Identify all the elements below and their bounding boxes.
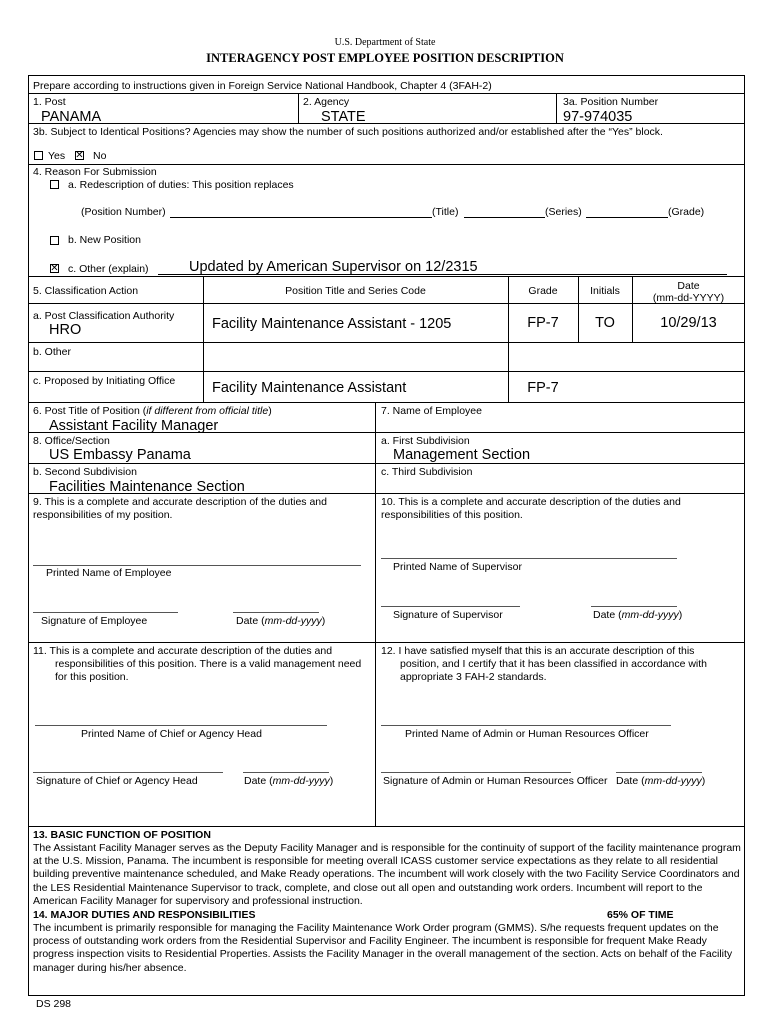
title-line[interactable] [464, 217, 545, 218]
chief-printed-name-line[interactable] [35, 725, 327, 726]
supervisor-printed-name-label: Printed Name of Supervisor [393, 561, 522, 573]
major-duties-heading: 14. MAJOR DUTIES AND RESPONSIBILITIES [33, 909, 256, 921]
other-explain-line [158, 274, 727, 275]
col-divider [298, 93, 299, 123]
form-title: INTERAGENCY POST EMPLOYEE POSITION DESCRIPTION [206, 51, 564, 65]
major-duties-text: The incumbent is primarily responsible for managing the Facility Maintenance Work Order program (GMMS). S/he requests frequent updates on the process of outstanding work orders from the Residential Supervisor and Facility Engineer. The incumbent is responsible for frequent Make Ready progress inspection visits to Residential Properties. Assists the Facility Manager in the overall management of the section. Acts on behalf of the Facility manager during his/her absence. [33, 922, 733, 974]
chief-printed-name-label: Printed Name of Chief or Agency Head [81, 728, 262, 740]
col-initials-header: Initials [590, 285, 620, 297]
cert11-text: 11. This is a complete and accurate description of the duties and responsibilities of this position. There is a valid management need for this position. [33, 645, 362, 684]
second-subdivision-value[interactable]: Facilities Maintenance Section [49, 479, 245, 495]
agency-label: 2. Agency [303, 96, 350, 108]
agency-value[interactable]: STATE [321, 109, 366, 125]
form-number: DS 298 [36, 998, 72, 1010]
employee-printed-name-label: Printed Name of Employee [46, 567, 172, 579]
classified-initials[interactable]: TO [595, 315, 615, 331]
employee-signature-label: Signature of Employee [41, 615, 148, 627]
hr-signature-label: Signature of Admin or Human Resources Officer [383, 775, 608, 787]
supervisor-date-line[interactable] [591, 606, 677, 607]
cert12-text: 12. I have satisfied myself that this is an accurate description of this position, and I certify that it has been classified in accordance with appropriate 3 FAH-2 standards. [381, 645, 708, 684]
col-divider [375, 402, 376, 826]
new-position-checkbox[interactable] [50, 236, 59, 245]
yes-label: Yes [48, 150, 66, 162]
cert9-text: 9. This is a complete and accurate description of the duties and responsibilities of my position. [33, 496, 327, 522]
redescription-checkbox[interactable] [50, 180, 59, 189]
divider [28, 123, 745, 124]
position-number-line[interactable] [170, 217, 432, 218]
chief-signature-line[interactable] [33, 772, 223, 773]
other-explain-value[interactable]: Updated by American Supervisor on 12/2315 [189, 259, 478, 275]
position-number-value[interactable]: 97-974035 [563, 109, 633, 125]
series-line[interactable] [586, 217, 668, 218]
chief-signature-label: Signature of Chief or Agency Head [36, 775, 198, 787]
employee-date-label: Date (mm-dd-yyyy) [236, 615, 326, 627]
hr-date-line[interactable] [616, 772, 702, 773]
cert10-text: 10. This is a complete and accurate description of the duties and responsibilities of this position. [381, 496, 681, 522]
divider [28, 164, 745, 165]
classified-date[interactable]: 10/29/13 [660, 315, 717, 331]
col-divider [556, 93, 557, 123]
supervisor-date-label: Date (mm-dd-yyyy) [593, 609, 683, 621]
post-classification-label: a. Post Classification Authority [33, 310, 175, 322]
chief-date-line[interactable] [243, 772, 329, 773]
post-label: 1. Post [33, 96, 66, 108]
supervisor-printed-name-line[interactable] [381, 558, 677, 559]
new-position-label: b. New Position [68, 234, 141, 246]
department-name: U.S. Department of State [334, 37, 436, 48]
no-label: No [93, 150, 107, 162]
divider [28, 371, 745, 372]
chief-date-label: Date (mm-dd-yyyy) [244, 775, 334, 787]
post-value[interactable]: PANAMA [41, 109, 102, 125]
supervisor-signature-label: Signature of Supervisor [393, 609, 503, 621]
basic-function-text: The Assistant Facility Manager serves as the Deputy Facility Manager and is responsible for the continuity of support of the facility maintenance program at the U.S. Mission, Panama. The incumbent is responsible for meeting overall ICASS customer service expectations as they relate to all residential building preventive maintenance scheduled, and Make Ready operations. The incumbent will work closely with the two Facility Service Coordinators and the LES Residential Maintenance Supervisor to track, complete, and close out all open and outstanding work orders. Incumbent will report to the American Facility Manager for supervisory and professional instruction. [33, 842, 741, 907]
post-title-value[interactable]: Assistant Facility Manager [49, 418, 219, 434]
employee-signature-line[interactable] [33, 612, 178, 613]
other-label: c. Other (explain) [68, 263, 149, 275]
col-title-header: Position Title and Series Code [285, 285, 426, 297]
basic-function-heading: 13. BASIC FUNCTION OF POSITION [33, 829, 211, 841]
divider [28, 342, 745, 343]
hr-printed-name-label: Printed Name of Admin or Human Resources Officer [405, 728, 649, 740]
series-field-label: (Series) [545, 206, 582, 218]
title-field-label: (Title) [432, 206, 459, 218]
divider [28, 276, 745, 277]
divider [28, 402, 745, 403]
first-subdivision-value[interactable]: Management Section [393, 447, 531, 463]
second-subdivision-label: b. Second Subdivision [33, 466, 137, 478]
hr-printed-name-line[interactable] [381, 725, 671, 726]
classification-label: 5. Classification Action [33, 285, 139, 297]
checked-x-icon: ✕ [75, 150, 84, 161]
employee-date-line[interactable] [233, 612, 319, 613]
instructions: Prepare according to instructions given in Foreign Service National Handbook, Chapter 4 (3FAH-2) [33, 80, 492, 92]
reason-label: 4. Reason For Submission [33, 166, 157, 178]
identical-positions-label: 3b. Subject to Identical Positions? Agencies may show the number of such positions authorized and/or established after the “Yes” block. [33, 126, 663, 138]
col-date-format: (mm-dd-YYYY) [652, 292, 725, 304]
position-number-field-label: (Position Number) [81, 206, 166, 218]
office-label: 8. Office/Section [33, 435, 110, 447]
employee-printed-name-line[interactable] [33, 565, 361, 566]
classified-grade[interactable]: FP-7 [527, 315, 559, 331]
other-classification-label: b. Other [33, 346, 71, 358]
proposed-title[interactable]: Facility Maintenance Assistant [212, 380, 407, 396]
third-subdivision-label: c. Third Subdivision [381, 466, 473, 478]
col-grade-header: Grade [528, 285, 558, 297]
position-number-label: 3a. Position Number [563, 96, 659, 108]
divider [28, 93, 745, 94]
office-value[interactable]: US Embassy Panama [49, 447, 191, 463]
post-title-label: 6. Post Title of Position (if different from official title) [33, 405, 272, 417]
supervisor-signature-line[interactable] [381, 606, 520, 607]
post-classification-authority[interactable]: HRO [49, 322, 82, 338]
divider [28, 826, 745, 827]
employee-name-label: 7. Name of Employee [381, 405, 482, 417]
hr-signature-line[interactable] [381, 772, 571, 773]
proposed-grade[interactable]: FP-7 [527, 380, 559, 396]
hr-date-label: Date (mm-dd-yyyy) [616, 775, 706, 787]
classified-title[interactable]: Facility Maintenance Assistant - 1205 [212, 316, 452, 332]
divider [28, 463, 745, 464]
yes-checkbox[interactable] [34, 151, 43, 160]
proposed-label: c. Proposed by Initiating Office [33, 375, 176, 387]
grade-field-label: (Grade) [668, 206, 705, 218]
major-duties-percent: 65% OF TIME [607, 909, 674, 921]
checked-x-icon: ✕ [50, 263, 59, 274]
redescription-label: a. Redescription of duties: This position replaces [68, 179, 294, 191]
col-date-header: Date [677, 280, 700, 292]
first-subdivision-label: a. First Subdivision [381, 435, 470, 447]
divider [28, 642, 745, 643]
